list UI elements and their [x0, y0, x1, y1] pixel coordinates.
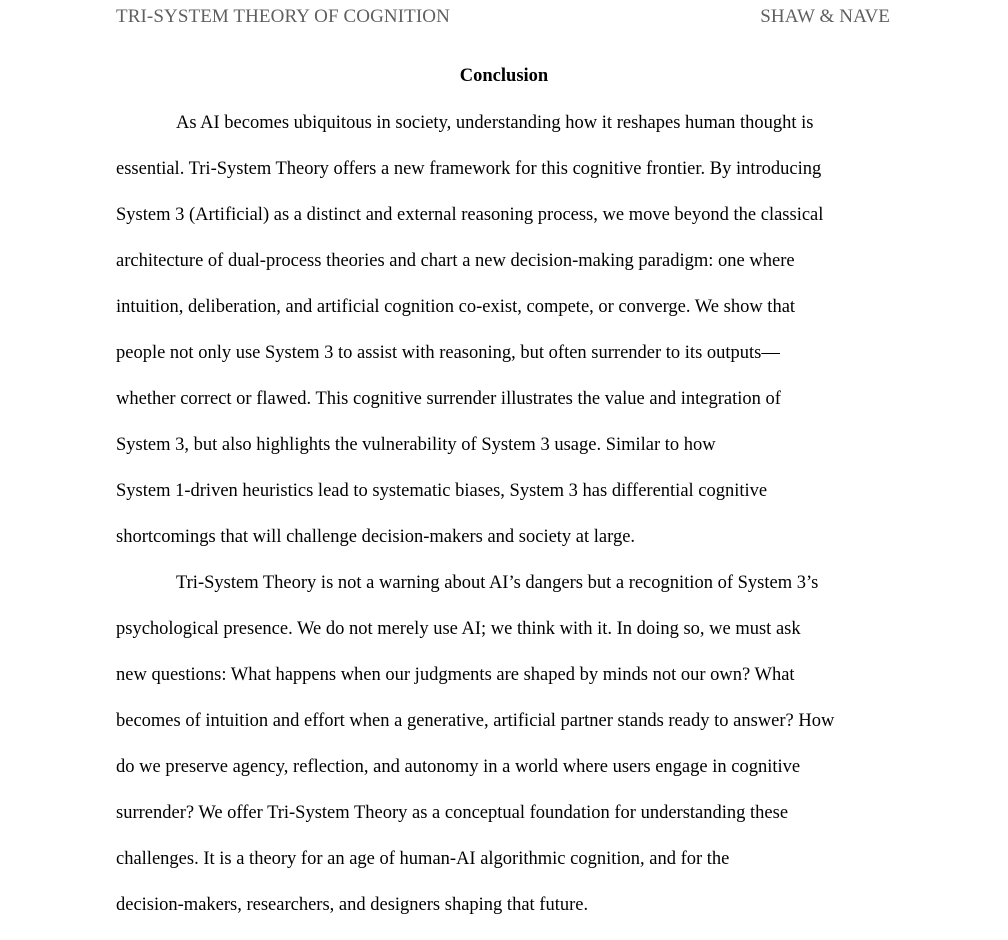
- text-line: becomes of intuition and effort when a generative, artificial partner stands ready to answer? How: [116, 711, 835, 731]
- text-line: whether correct or flawed. This cognitive surrender illustrates the value and integration of: [116, 389, 781, 409]
- paragraph-first-line: As AI becomes ubiquitous in society, understanding how it reshapes human thought is: [176, 113, 814, 133]
- text-line: System 1-driven heuristics lead to systematic biases, System 3 has differential cognitive: [116, 481, 768, 501]
- running-head-title: TRI-SYSTEM THEORY OF COGNITION: [116, 6, 450, 27]
- text-line: essential. Tri-System Theory offers a new framework for this cognitive frontier. By introducing: [116, 159, 822, 179]
- text-line: architecture of dual-process theories and chart a new decision-making paradigm: one where: [116, 251, 795, 271]
- text-line: surrender? We offer Tri-System Theory as a conceptual foundation for understanding these: [116, 803, 789, 823]
- paragraph-first-line: Tri-System Theory is not a warning about AI’s dangers but a recognition of System 3’s: [176, 573, 819, 593]
- text-line: System 3 (Artificial) as a distinct and external reasoning process, we move beyond the classical: [116, 205, 824, 225]
- running-head-authors: SHAW & NAVE: [760, 6, 890, 27]
- text-line: System 3, but also highlights the vulnerability of System 3 usage. Similar to how: [116, 435, 716, 455]
- running-head: [116, 6, 890, 28]
- text-line: people not only use System 3 to assist with reasoning, but often surrender to its outputs—: [116, 343, 780, 363]
- text-line: new questions: What happens when our judgments are shaped by minds not our own? What: [116, 665, 795, 685]
- text-line: psychological presence. We do not merely use AI; we think with it. In doing so, we must ask: [116, 619, 801, 639]
- text-line: shortcomings that will challenge decision-makers and society at large.: [116, 527, 636, 547]
- text-line: do we preserve agency, reflection, and autonomy in a world where users engage in cognitive: [116, 757, 801, 777]
- body-text: [116, 112, 916, 940]
- text-line: decision-makers, researchers, and designers shaping that future.: [116, 895, 589, 915]
- text-line: intuition, deliberation, and artificial cognition co-exist, compete, or converge. We show that: [116, 297, 796, 317]
- text-line: challenges. It is a theory for an age of human-AI algorithmic cognition, and for the: [116, 849, 730, 869]
- section-heading: Conclusion: [459, 66, 549, 86]
